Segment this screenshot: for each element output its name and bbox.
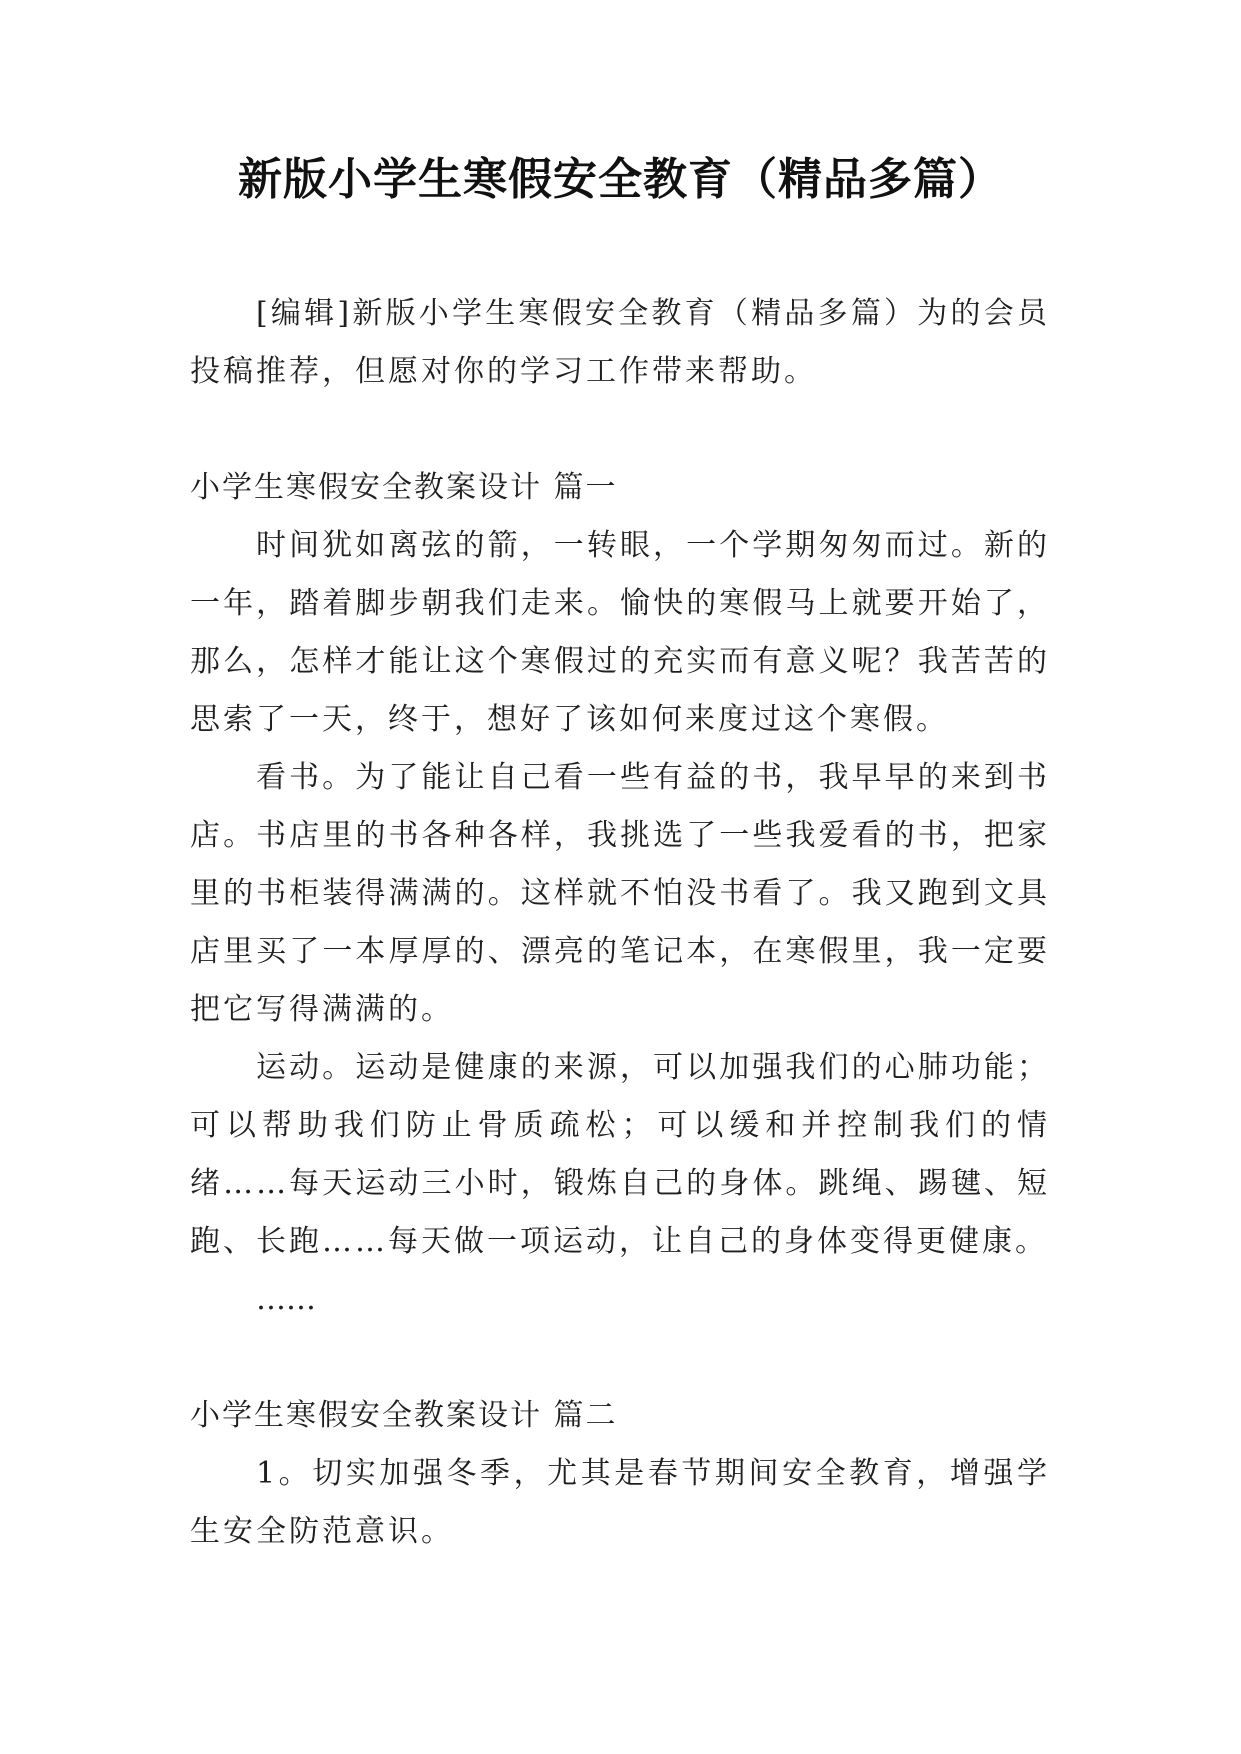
intro-paragraph: [编辑]新版小学生寒假安全教育（精品多篇）为的会员投稿推荐，但愿对你的学习工作带来帮助。 — [190, 296, 1050, 389]
section-2-paragraph-1: 1。切实加强冬季，尤其是春节期间安全教育，增强学生安全防范意识。 — [190, 1456, 1050, 1549]
section-1-paragraph-3: 运动。运动是健康的来源，可以加强我们的心肺功能；可以帮助我们防止骨质疏松；可以缓和并控制我们的情绪……每天运动三小时，锻炼自己的身体。跳绳、踢毽、短跑、长跑……每天做一项运动，让自己的身体变得更健康。 — [190, 1050, 1050, 1259]
section-1-paragraph-2: 看书。为了能让自己看一些有益的书，我早早的来到书店。书店里的书各种各样，我挑选了一些我爱看的书，把家里的书柜装得满满的。这样就不怕没书看了。我又跑到文具店里买了一本厚厚的、漂亮的笔记本，在寒假里，我一定要把它写得满满的。 — [190, 760, 1050, 1027]
document-body — [190, 285, 1050, 1561]
document-title: 新版小学生寒假安全教育（精品多篇） — [238, 154, 1003, 205]
section-heading-2: 小学生寒假安全教案设计 篇二 — [190, 1398, 618, 1433]
section-heading-1: 小学生寒假安全教案设计 篇一 — [190, 470, 618, 505]
section-1-ellipsis: …… — [256, 1282, 316, 1317]
section-1-paragraph-1: 时间犹如离弦的箭，一转眼，一个学期匆匆而过。新的一年，踏着脚步朝我们走来。愉快的寒假马上就要开始了，那么，怎样才能让这个寒假过的充实而有意义呢？我苦苦的思索了一天，终于，想好了该如何来度过这个寒假。 — [190, 528, 1050, 737]
